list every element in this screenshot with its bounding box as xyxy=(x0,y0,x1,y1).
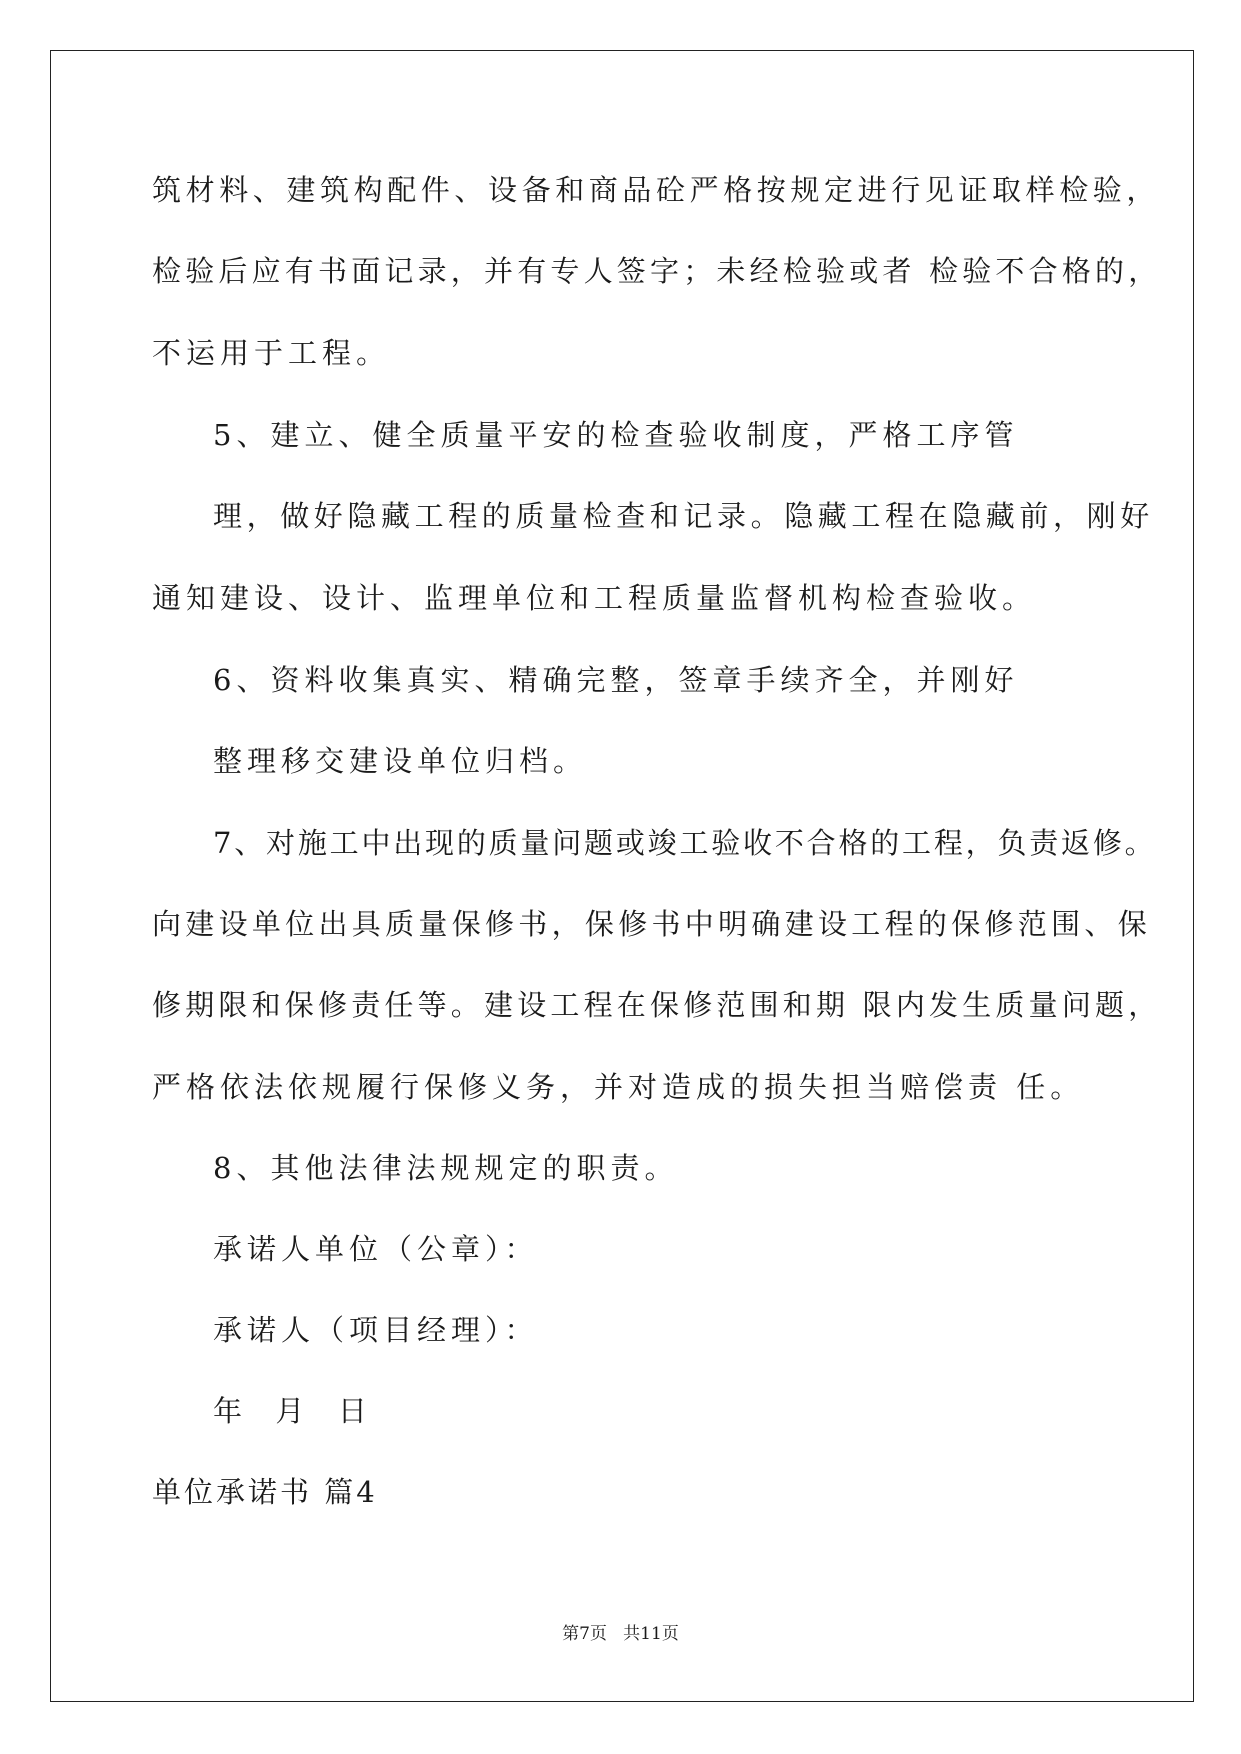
item-8-line: 8、其他法律法规规定的职责。 xyxy=(213,1151,679,1185)
page-border xyxy=(50,50,1194,1702)
item-7-line-3: 修期限和保修责任等。建设工程在保修范围和期 限内发生质量问题， xyxy=(152,988,1162,1022)
item-6-line-2: 整理移交建设单位归档。 xyxy=(213,744,588,778)
item-5-line-3: 通知建设、设计、监理单位和工程质量监督机构检查验收。 xyxy=(152,581,1037,615)
item-5-line-1: 5、建立、健全质量平安的检查验收制度，严格工序管 xyxy=(213,418,1019,452)
page-footer: 第7页 共11页 xyxy=(562,1624,679,1644)
item-7-line-1: 7、对施工中出现的质量问题或竣工验收不合格的工程，负责返修。 xyxy=(213,826,1157,860)
section-title: 单位承诺书 篇4 xyxy=(152,1475,378,1509)
body-line-3: 不运用于工程。 xyxy=(152,336,391,370)
item-7-line-4: 严格依法依规履行保修义务，并对造成的损失担当赔偿责 任。 xyxy=(152,1070,1085,1104)
item-7-line-2: 向建设单位出具质量保修书，保修书中明确建设工程的保修范围、保 xyxy=(152,907,1152,941)
date-label: 年 月 日 xyxy=(213,1394,372,1428)
item-6-line-1: 6、资料收集真实、精确完整，签章手续齐全，并刚好 xyxy=(213,663,1019,697)
body-line-2: 检验后应有书面记录，并有专人签字；未经检验或者 检验不合格的， xyxy=(152,254,1162,288)
promisor-manager-label: 承诺人（项目经理）： xyxy=(213,1313,539,1347)
item-5-line-2: 理，做好隐藏工程的质量检查和记录。隐藏工程在隐藏前，刚好 xyxy=(213,499,1154,533)
promisor-unit-label: 承诺人单位（公章）： xyxy=(213,1232,539,1266)
body-line-1: 筑材料、建筑构配件、设备和商品砼严格按规定进行见证取样检验， xyxy=(152,173,1161,207)
